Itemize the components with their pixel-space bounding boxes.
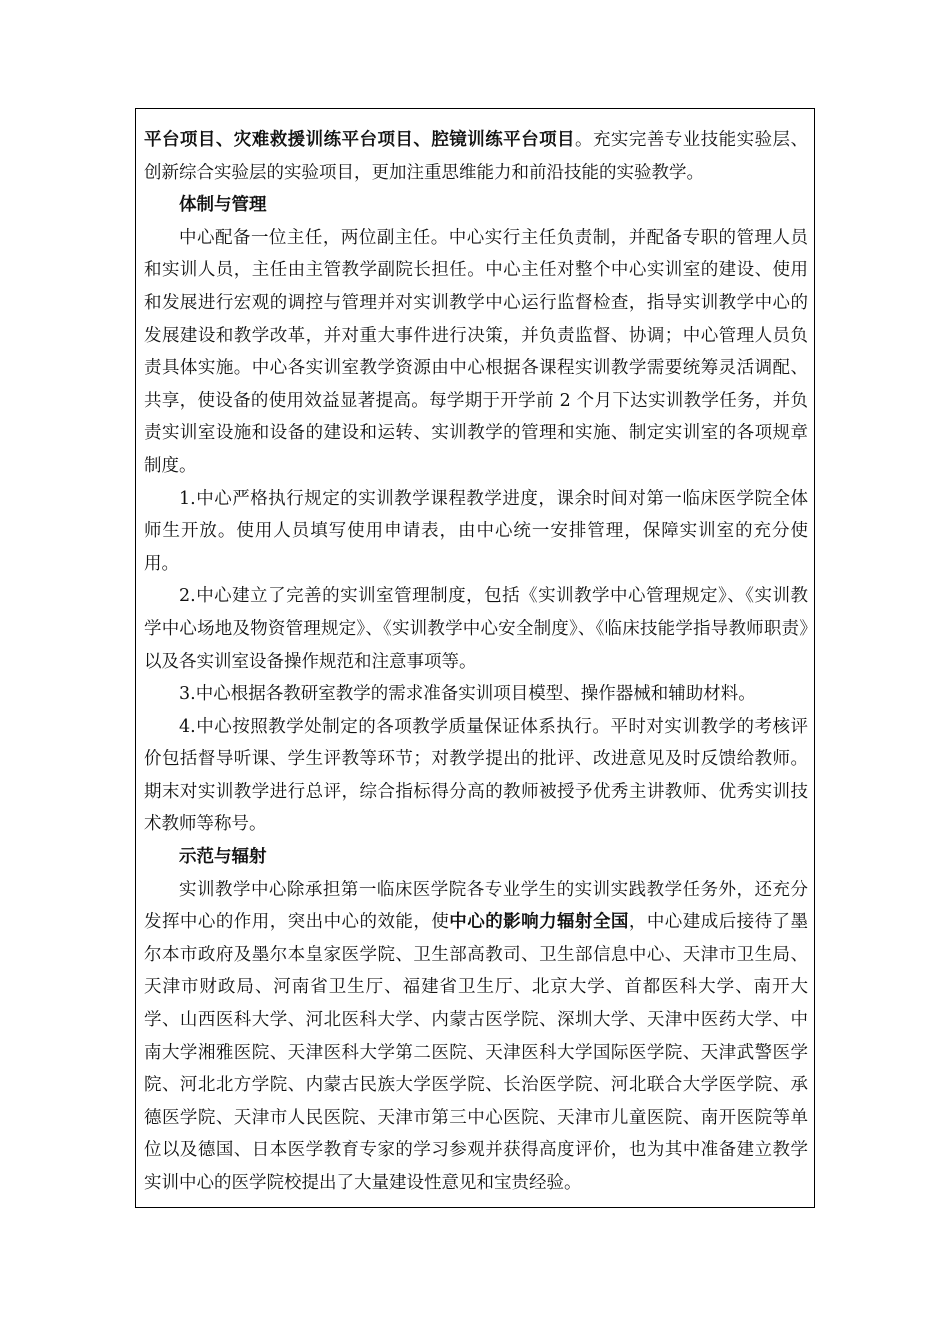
demonstration-bold-text: 中心的影响力辐射全国 bbox=[449, 912, 629, 933]
management-item-1: 1.中心严格执行规定的实训教学课程教学进度，课余时间对第一临床医学院全体师生开放。使用人员填写使用申请表，由中心统一安排管理，保障实训室的充分使用。 bbox=[144, 488, 808, 574]
demonstration-text-before: 实训教学中心除承担第一临床医学院各专业学生的实训实践教学任务外，还充分发挥中心的作用，突出中心的效能，使 bbox=[144, 879, 808, 933]
section-heading-demonstration: 示范与辐射 bbox=[179, 847, 267, 868]
section-heading-management: 体制与管理 bbox=[179, 195, 267, 216]
intro-paragraph bbox=[144, 124, 808, 189]
management-item-4: 4.中心按照教学处制定的各项教学质量保证体系执行。平时对实训教学的考核评价包括督导听课、学生评教等环节；对教学提出的批评、改进意见及时反馈给教师。期末对实训教学进行总评，综合指标得分高的教师被授予优秀主讲教师、优秀实训技术教师等称号。 bbox=[144, 716, 808, 835]
intro-text: 。充实完善专业技能实验层、创新综合实验层的实验项目，更加注重思维能力和前沿技能的实验教学。 bbox=[144, 130, 808, 183]
demonstration-text-after: ，中心建成后接待了墨尔本市政府及墨尔本皇家医学院、卫生部高教司、卫生部信息中心、天津市卫生局、天津市财政局、河南省卫生厅、福建省卫生厅、北京大学、首都医科大学、南开大学、山西医科大学、河北医科大学、内蒙古医学院、深圳大学、天津中医药大学、中南大学湘雅医院、天津医科大学第二医院、天津医科大学国际医学院、天津武警医学院、河北北方学院、内蒙古民族大学医学院、长治医学院、河北联合大学医学院、承德医学院、天津市人民医院、天津市第三中心医院、天津市儿童医院、南开医院等单位以及德国、日本医学教育专家的学习参观并获得高度评价，也为其中准备建立教学实训中心的医学院校提出了大量建设性意见和宝贵经验。 bbox=[144, 912, 809, 1193]
demonstration-paragraph bbox=[144, 874, 808, 1200]
intro-bold-text: 平台项目、灾难救援训练平台项目、腔镜训练平台项目 bbox=[144, 130, 575, 150]
management-paragraph: 中心配备一位主任，两位副主任。中心实行主任负责制，并配备专职的管理人员和实训人员，主任由主管教学副院长担任。中心主任对整个中心实训室的建设、使用和发展进行宏观的调控与管理并对实训教学中心运行监督检查，指导实训教学中心的发展建设和教学改革，并对重大事件进行决策，并负责监督、协调；中心管理人员负责具体实施。中心各实训室教学资源由中心根据各课程实训教学需要统筹灵活调配、共享，使设备的使用效益显著提高。每学期于开学前 2 个月下达实训教学任务，并负责实训室设施和设备的建设和运转、实训教学的管理和实施、制定实训室的各项规章制度。 bbox=[144, 227, 808, 476]
management-item-3: 3.中心根据各教研室教学的需求准备实训项目模型、操作器械和辅助材料。 bbox=[179, 684, 756, 705]
management-item-2: 2.中心建立了完善的实训室管理制度，包括《实训教学中心管理规定》、《实训教学中心场地及物资管理规定》、《实训教学中心安全制度》、《临床技能学指导教师职责》以及各实训室设备操作规范和注意事项等。 bbox=[144, 586, 808, 672]
document-body bbox=[144, 124, 808, 1200]
